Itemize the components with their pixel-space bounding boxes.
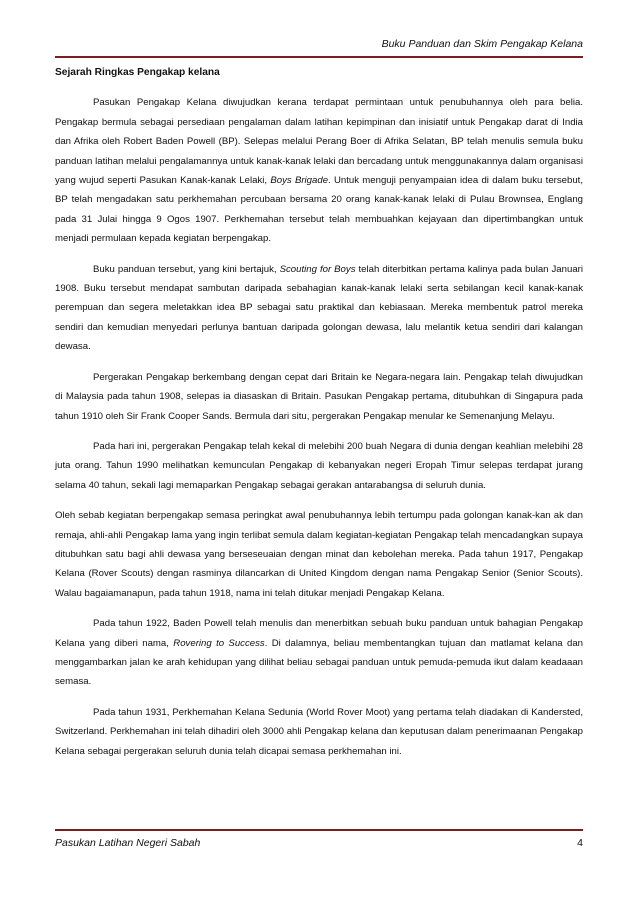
italic-title: Scouting for Boys	[279, 263, 356, 275]
paragraph: Pada tahun 1931, Perkhemahan Kelana Sedunia (World Rover Moot) yang pertama telah diadakan di Kandersted, Switzerland. Perkhemahan ini telah dihadiri oleh 3000 ahli Pengakap kelana dan keputusan dalam penerimaanan Pengakap Kelana sebagai pergerakan seluruh dunia telah dicapai semasa perkhemahan ini.	[55, 706, 583, 757]
paragraph: Pada hari ini, pergerakan Pengakap telah kekal di melebihi 200 buah Negara di dunia dengan keahlian melebihi 28 juta orang. Tahun 1990 melihatkan kemunculan Pengakap di kebanyakan negeri Eropah Timur selepas terdapat jurang selama 40 tahun, sekali lagi memaparkan Pengakap sebagai gerakan antarabangsa di seluruh dunia.	[55, 440, 583, 491]
paragraph: Pasukan Pengakap Kelana diwujudkan kerana terdapat permintaan untuk penubuhannya oleh para belia. Pengakap bermula sebagai persediaan pengalaman dalam latihan kepimpinan dan inisiatif untuk Pengakap darat di India dan Afrika oleh Robert Baden Powell (BP). Selepas melalui Perang Boer di Afrika Selatan, BP telah menulis semula buku panduan latihan melalui pengalamannya untuk kanak-kanak lelaki dan bercadang untuk menggunakannya dalam organisasi yang wujud seperti Pasukan Kanak-kanak Lelaki, Boys Brigade. Untuk menguji penyampaian idea di dalam buku tersebut, BP telah mengadakan satu perkhemahan percubaan bersama 20 orang kanak-kanak lelaki di Pulau Brownsea, Englang pada 31 Julai hingga 9 Ogos 1907. Perkhemahan tersebut telah membuahkan kejayaan dan dipertimbangkan untuk menjadi permulaan kepada kegiatan berpengakap.	[55, 97, 583, 245]
section-title: Sejarah Ringkas Pengakap kelana	[55, 67, 220, 78]
header-title: Buku Panduan dan Skim Pengakap Kelana	[381, 38, 583, 50]
paragraph: Buku panduan tersebut, yang kini bertajuk, Scouting for Boys telah diterbitkan pertama kalinya pada bulan Januari 1908. Buku tersebut mendapat sambutan daripada sebahagian kanak-kanak lelaki serta sebilangan kecil kanak-kanak perempuan dan segera meletakkan idea BP sebagai satu praktikal dan kebiasaan. Mereka membentuk patrol mereka sendiri dan kemudian menyedari perlunya bantuan daripada golongan dewasa, lalu melantik ketua sendiri dari kalangan dewasa.	[55, 263, 583, 353]
footer-divider	[55, 829, 583, 831]
paragraph: Oleh sebab kegiatan berpengakap semasa peringkat awal penubuhannya lebih tertumpu pada golongan kanak-kan ak dan remaja, ahli-ahli Pengakap lama yang ingin terlibat semula dalam kegiatan-kegiatan Pengakap telah mencadangkan supaya ditubuhkan satu bagi ahli dewasa yang berseseuaian dengan minat dan kebolehan mereka. Pada tahun 1917, Pengakap Kelana (Rover Scouts) dengan rasminya dilancarkan di United Kingdom dengan nama Pengakap Senior (Senior Scouts). Walau bagaiamanapun, pada tahun 1918, nama ini telah ditukar menjadi Pengakap Kelana.	[55, 510, 583, 599]
paragraph: Pergerakan Pengakap berkembang dengan cepat dari Britain ke Negara-negara lain. Pengakap telah diwujudkan di Malaysia pada tahun 1908, selepas ia diasaskan di Britain. Pasukan Pengakap pertama, ditubuhkan di Singapura pada tahun 1910 oleh Sir Frank Cooper Sands. Bermula dari situ, pergerakan Pengakap menular ke Semenanjung Melayu.	[55, 371, 583, 422]
page-header	[55, 38, 583, 54]
page-footer	[55, 837, 583, 849]
italic-title: Rovering to Success	[173, 637, 265, 649]
paragraph: Pada tahun 1922, Baden Powell telah menulis dan menerbitkan sebuah buku panduan untuk bahagian Pengakap Kelana yang diberi nama, Rovering to Success. Di dalamnya, beliau membentangkan tujuan dan matlamat kelana dan menggambarkan jalan ke arah kehidupan yang dilihat beliau sebagai panduan untuk pemuda-pemuda ikut dalam keadaaan semasa.	[55, 618, 583, 688]
footer-organization: Pasukan Latihan Negeri Sabah	[55, 837, 201, 849]
document-body	[55, 63, 583, 772]
header-divider	[55, 56, 583, 58]
page-number: 4	[577, 837, 583, 849]
italic-title: Boys Brigade	[270, 175, 329, 187]
